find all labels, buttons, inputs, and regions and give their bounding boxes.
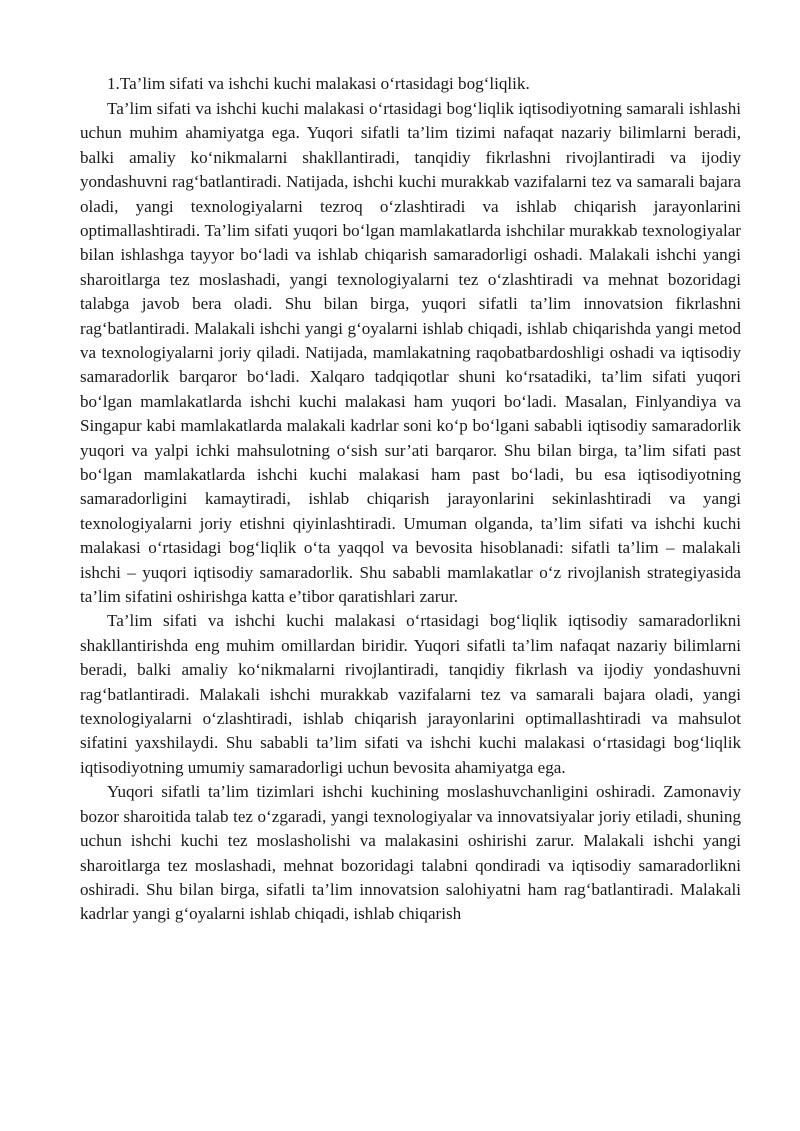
paragraph-1: Ta’lim sifati va ishchi kuchi malakasi o‘rtasidagi bog‘liqlik iqtisodiyotning samarali ishlashi uchun muhim ahamiyatga ega. Yuqori sifatli ta’lim tizimi nafaqat nazariy bilimlarni beradi, balki amaliy ko‘nikmalarni shakllantiradi, tanqidiy fikrlashni rivojlantiradi va ijodiy yondashuvni rag‘batlantiradi. Natijada, ishchi kuchi murakkab vazifalarni tez va samarali bajara oladi, yangi texnologiyalarni tezroq o‘zlashtiradi va ishlab chiqarish jarayonlarini optimallashtiradi. Ta’lim sifati yuqori bo‘lgan mamlakatlarda ishchilar murakkab texnologiyalar bilan ishlashga tayyor bo‘ladi va ishlab chiqarish samaradorligi oshadi. Malakali ishchi yangi sharoitlarga tez moslashadi, yangi texnologiyalarni tez o‘zlashtiradi va mehnat bozoridagi talabga javob bera oladi. Shu bilan birga, yuqori sifatli ta’lim innovatsion fikrlashni rag‘batlantiradi. Malakali ishchi yangi g‘oyalarni ishlab chiqadi, ishlab chiqarishda yangi metod va texnologiyalarni joriy qiladi. Natijada, mamlakatning raqobatbardoshligi oshadi va iqtisodiy samaradorlik barqaror bo‘ladi. Xalqaro tadqiqotlar shuni ko‘rsatadiki, ta’lim sifati yuqori bo‘lgan mamlakatlarda ishchi kuchi malakasi ham yuqori bo‘ladi. Masalan, Finlyandiya va Singapur kabi mamlakatlarda malakali kadrlar soni ko‘p bo‘lgani sababli iqtisodiy samaradorlik yuqori va yalpi ichki mahsulotning o‘sish sur’ati barqaror. Shu bilan birga, ta’lim sifati past bo‘lgan mamlakatlarda ishchi kuchi malakasi ham past bo‘ladi, bu esa iqtisodiyotning samaradorligini kamaytiradi, ishlab chiqarish jarayonlarini sekinlashtiradi va yangi texnologiyalarni joriy etishni qiyinlashtiradi. Umuman olganda, ta’lim sifati va ishchi kuchi malakasi o‘rtasidagi bog‘liqlik o‘ta yaqqol va bevosita hisoblanadi: sifatli ta’lim – malakali ishchi – yuqori iqtisodiy samaradorlik. Shu sababli mamlakatlar o‘z rivojlanish strategiyasida ta’lim sifatini oshirishga katta e’tibor qaratishlari zarur. [80,98,741,607]
paragraph-3: Yuqori sifatli ta’lim tizimlari ishchi kuchining moslashuvchanligini oshiradi. Zamonaviy bozor sharoitida talab tez o‘zgaradi, yangi texnologiyalar va innovatsiyalar joriy etiladi, shuning uchun ishchi kuchi tez moslasholishi va malakasini oshirishi zarur. Malakali ishchi yangi sharoitlarga tez moslashadi, mehnat bozoridagi talabni qondiradi va iqtisodiy samaradorlikni oshiradi. Shu bilan birga, sifatli ta’lim innovatsion salohiyatni ham rag‘batlantiradi. Malakali kadrlar yangi g‘oyalarni ishlab chiqadi, ishlab chiqarish [80,782,741,924]
section-heading: 1.Ta’lim sifati va ishchi kuchi malakasi o‘rtasidagi bog‘liqlik. [107,74,530,93]
document-page [80,72,741,927]
paragraph-2: Ta’lim sifati va ishchi kuchi malakasi o‘rtasidagi bog‘liqlik iqtisodiy samaradorlikni shakllantirishda eng muhim omillardan biridir. Yuqori sifatli ta’lim nafaqat nazariy bilimlarni beradi, balki amaliy ko‘nikmalarni rivojlantiradi, tanqidiy fikrlash va ijodiy yondashuvni rag‘batlantiradi. Malakali ishchi murakkab vazifalarni tez va samarali bajara oladi, yangi texnologiyalarni o‘zlashtiradi, ishlab chiqarish jarayonlarini optimallashtiradi va mahsulot sifatini yaxshilaydi. Shu sababli ta’lim sifati va ishchi kuchi malakasi o‘rtasidagi bog‘liqlik iqtisodiyotning umumiy samaradorligi uchun bevosita ahamiyatga ega. [80,611,741,777]
